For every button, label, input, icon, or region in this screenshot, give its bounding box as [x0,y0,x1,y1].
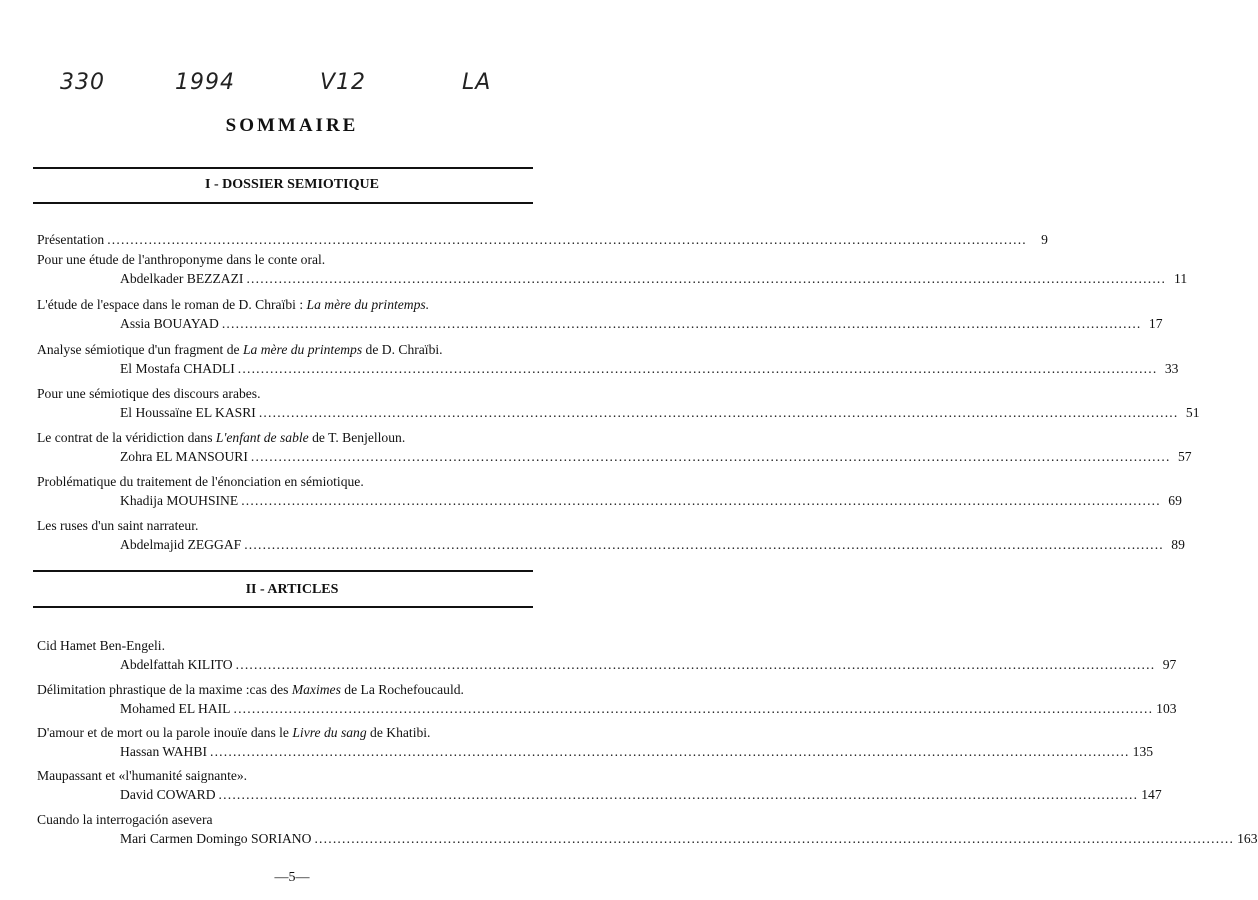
leader-dots: ........................................................................................................................................................................................................ [107,232,1027,247]
leader-dots: ........................................................................................................................................................................................................ [244,537,1164,552]
toc-entry [37,250,1188,288]
toc-title-text: Cid Hamet Ben-Engeli. [37,638,165,653]
toc-entry-page: 57 [1177,449,1192,464]
toc-entry-title [37,384,515,403]
toc-entry-author: Abdelmajid ZEGGAF [120,537,242,552]
leader-dots: ........................................................................................................................................................................................................ [241,493,1161,508]
toc-entry-author: Mari Carmen Domingo SORIANO [120,831,312,846]
page-number: —5— [274,870,310,885]
toc-entry [37,680,1177,718]
toc-title-text: L'étude de l'espace dans le roman de D. Chraïbi : [37,297,307,312]
toc-title-text: Pour une sémiotique des discours arabes. [37,386,261,401]
handwritten-note-1: 330 [60,70,105,95]
toc-title-italic: Livre du sang [292,725,367,740]
toc-entry-author: Abdelkader BEZZAZI [120,271,244,286]
toc-entry [37,384,1200,422]
toc-entry-page: 97 [1162,657,1177,672]
toc-entry-author: Abdelfattah KILITO [120,657,233,672]
toc-title-italic: Maximes [291,682,341,697]
leader-dots: ........................................................................................................................................................................................................ [250,449,1171,464]
toc-title-italic: L'enfant de sable [215,430,309,445]
leader-dots: ........................................................................................................................................................................................................ [209,744,1130,759]
toc-entry-page: 163 [1237,831,1258,846]
toc-entry-title [37,295,515,314]
toc-entry-title [37,250,515,269]
toc-entry-title [37,636,515,655]
toc-entry-title [37,516,515,535]
toc-title-text: Les ruses d'un saint narrateur. [37,518,199,533]
toc-entry-page: 11 [1174,271,1188,286]
toc-title-text: Délimitation phrastique de la maxime :cas des [37,682,292,697]
toc-entry [37,766,1162,804]
section-rule-bottom [33,202,533,204]
toc-entry [37,230,1048,249]
toc-title-text-after: de T. Benjelloun. [308,430,406,445]
toc-entry-title: Présentation [37,232,105,247]
handwritten-note-3: V12 [320,70,367,95]
toc-entry-author: Zohra EL MANSOURI [120,449,248,464]
toc-entry-title [37,340,515,359]
leader-dots: ........................................................................................................................................................................................................ [314,831,1235,846]
toc-title-text-after: de Khatibi. [366,725,431,740]
section-rule-top [33,570,533,572]
toc-entry-page: 9 [1041,232,1048,247]
toc-entry-author: Khadija MOUHSINE [120,493,239,508]
toc-entry-page: 17 [1148,316,1163,331]
toc-entry-title [37,680,515,699]
toc-entry-author: Mohamed EL HAIL [120,701,231,716]
leader-dots: ........................................................................................................................................................................................................ [237,361,1158,376]
toc-entry [37,636,1177,674]
toc-title-italic: La mère du printemps [242,342,363,357]
toc-entry-page: 135 [1132,744,1154,759]
section-rule-top [33,167,533,169]
toc-title-text: Pour une étude de l'anthroponyme dans le conte oral. [37,252,326,267]
toc-entry-page: 89 [1171,537,1185,552]
toc-title-text: Cuando la interrogación asevera [37,812,213,827]
toc-title-text-after: de La Rochefoucauld. [340,682,464,697]
leader-dots: ........................................................................................................................................................................................................ [258,405,1179,420]
leader-dots: ........................................................................................................................................................................................................ [235,657,1156,672]
toc-entry-author: David COWARD [120,787,216,802]
leader-dots: ........................................................................................................................................................................................................ [221,316,1142,331]
toc-entry-page: 33 [1164,361,1179,376]
leader-dots: ........................................................................................................................................................................................................ [218,787,1139,802]
toc-title-italic: La mère du printemps. [306,297,430,312]
toc-entry-page: 69 [1168,493,1182,508]
toc-title-text: D'amour et de mort ou la parole inouïe dans le [37,725,293,740]
page-title: SOMMAIRE [225,115,359,136]
toc-entry-page: 103 [1156,701,1177,716]
toc-entry-title [37,428,515,447]
toc-entry-page: 51 [1185,405,1200,420]
toc-entry-title [37,766,515,785]
toc-entry [37,723,1154,761]
toc-entry [37,295,1163,333]
toc-entry-author: El Mostafa CHADLI [120,361,235,376]
leader-dots: ........................................................................................................................................................................................................ [246,271,1167,286]
toc-entry [37,810,1258,848]
section-heading-articles: II - ARTICLES [245,582,339,597]
handwritten-note-2: 1994 [175,70,235,95]
toc-title-text: Problématique du traitement de l'énonciation en sémiotique. [37,474,364,489]
toc-entry-title [37,723,515,742]
toc-title-text: Analyse sémiotique d'un fragment de [37,342,243,357]
toc-title-text: Le contrat de la véridiction dans [37,430,216,445]
section-heading-dossier: I - DOSSIER SEMIOTIQUE [205,177,379,192]
toc-entry-author: Assia BOUAYAD [120,316,219,331]
toc-title-text: Maupassant et «l'humanité saignante». [37,768,248,783]
toc-entry-author: El Houssaïne EL KASRI [120,405,256,420]
toc-entry [37,428,1192,466]
toc-entry [37,516,1185,554]
leader-dots: ........................................................................................................................................................................................................ [233,701,1154,716]
section-rule-bottom [33,606,533,608]
toc-title-text-after: de D. Chraïbi. [362,342,443,357]
toc-entry [37,340,1179,378]
toc-entry-author: Hassan WAHBI [120,744,207,759]
handwritten-note-4: LA [462,70,492,95]
toc-entry [37,472,1182,510]
toc-entry-title [37,472,515,491]
toc-entry-title [37,810,515,829]
toc-entry-page: 147 [1141,787,1162,802]
